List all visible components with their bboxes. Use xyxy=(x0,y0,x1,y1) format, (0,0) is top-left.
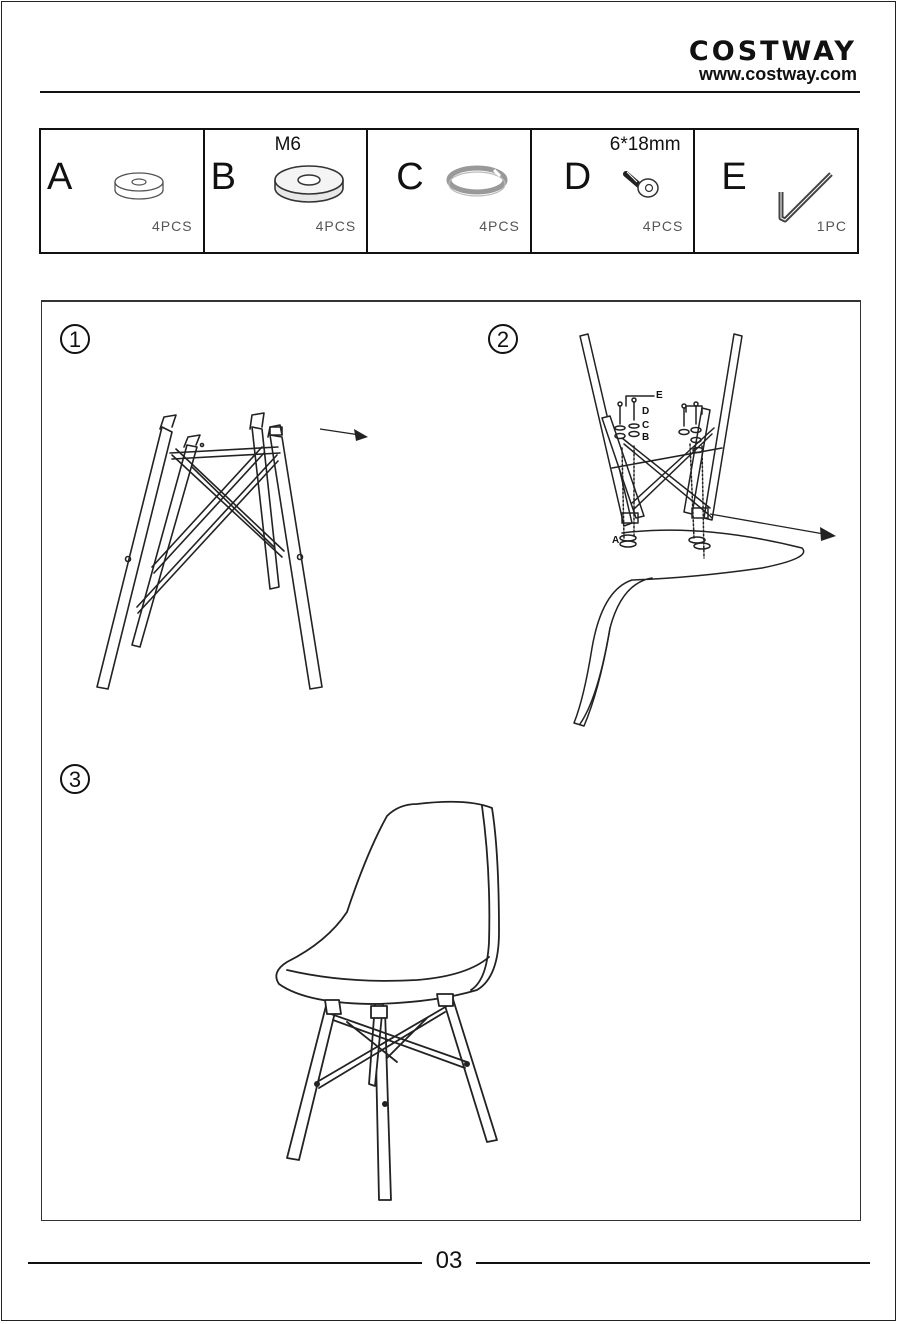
spring-washer-icon xyxy=(442,162,512,206)
page-number: 03 xyxy=(435,1247,463,1274)
label-d: D xyxy=(642,406,650,417)
part-qty: 4PCS xyxy=(479,218,520,234)
flat-washer-icon xyxy=(109,168,169,208)
step-number-1: 1 xyxy=(60,324,90,354)
footer-divider-right xyxy=(476,1262,870,1264)
label-b: B xyxy=(642,432,650,443)
label-e: E xyxy=(656,390,663,401)
part-cell-b xyxy=(205,130,369,252)
part-spec: M6 xyxy=(274,134,301,155)
large-washer-icon xyxy=(269,158,349,210)
part-spec: 6*18mm xyxy=(609,134,681,155)
part-letter: C xyxy=(396,156,424,198)
parts-table xyxy=(39,128,859,254)
allen-key-icon xyxy=(773,164,843,226)
steps-frame xyxy=(41,300,861,1221)
step-number-3: 3 xyxy=(60,764,90,794)
label-a: A xyxy=(612,535,620,546)
part-qty: 4PCS xyxy=(315,218,357,234)
part-letter: A xyxy=(47,156,73,198)
part-cell-d xyxy=(532,130,696,252)
part-cell-a xyxy=(41,130,205,252)
part-letter: D xyxy=(563,156,592,198)
part-cell-e xyxy=(695,130,857,252)
footer-divider-left xyxy=(28,1262,422,1264)
step-3-assembled-chair-illustration xyxy=(267,792,507,1202)
step-number-2: 2 xyxy=(488,324,518,354)
brand-logo: COSTWAY xyxy=(688,36,857,67)
part-qty: 4PCS xyxy=(152,218,193,234)
label-c: C xyxy=(642,420,650,431)
header-divider xyxy=(40,91,860,93)
step-2-attach-seat-illustration xyxy=(562,328,852,736)
part-letter: E xyxy=(721,156,747,198)
part-qty: 1PC xyxy=(816,218,847,234)
part-cell-c xyxy=(368,130,532,252)
part-letter: B xyxy=(210,156,236,198)
brand-url: www.costway.com xyxy=(698,64,857,84)
part-qty: 4PCS xyxy=(642,218,684,234)
hex-bolt-icon xyxy=(618,166,668,206)
step-1-leg-frame-illustration xyxy=(92,407,372,697)
